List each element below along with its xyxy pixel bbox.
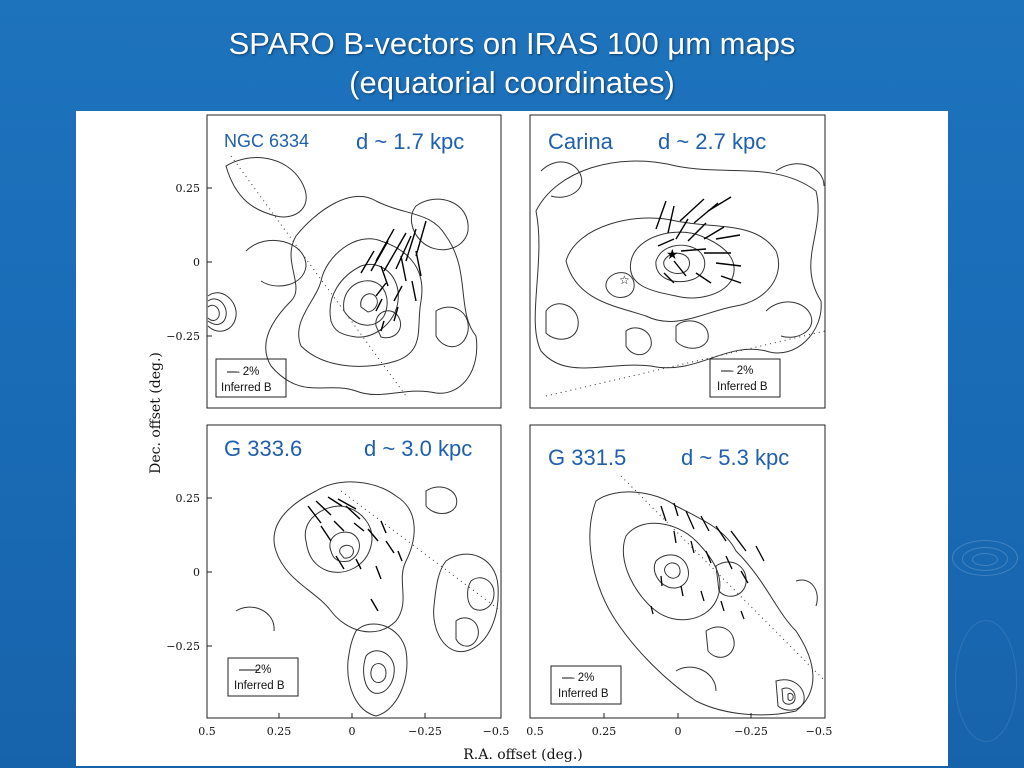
panel-name-g3315: G 331.5 bbox=[548, 445, 627, 470]
x-tick-label: 0.25 bbox=[266, 725, 292, 738]
slide-title-line2: (equatorial coordinates) bbox=[349, 65, 675, 100]
panel-carina-plot bbox=[530, 115, 825, 408]
legend-scale: — 2% bbox=[228, 366, 260, 378]
x-tick-label: 0 bbox=[348, 725, 356, 738]
x-tick-label: −0.5 bbox=[805, 725, 833, 738]
panel-ngc6334-plot bbox=[207, 115, 501, 408]
x-tick-label: 0.5 bbox=[526, 725, 544, 738]
slide-title bbox=[0, 24, 1024, 102]
legend-label: Inferred B bbox=[234, 680, 285, 692]
x-tick-label: 0.25 bbox=[591, 725, 617, 738]
y-tick-labels bbox=[166, 182, 200, 653]
y-axis-label: Dec. offset (deg.) bbox=[148, 352, 164, 474]
legend-scale: — 2% bbox=[722, 365, 754, 377]
x-tick-label: −0.25 bbox=[734, 725, 768, 738]
x-axis-label: R.A. offset (deg.) bbox=[463, 747, 583, 763]
panel-distance-carina: d ~ 2.7 kpc bbox=[658, 129, 767, 154]
panel-distance-g3315: d ~ 5.3 kpc bbox=[681, 445, 790, 470]
y-tick-label: 0.25 bbox=[175, 182, 200, 195]
figure-area bbox=[76, 111, 948, 766]
ripple-decoration bbox=[972, 553, 998, 566]
x-tick-label: 0.5 bbox=[198, 725, 216, 738]
panel-distance-g3336: d ~ 3.0 kpc bbox=[364, 436, 473, 461]
x-tick-label: −0.5 bbox=[482, 725, 510, 738]
svg-text:☆: ☆ bbox=[619, 273, 630, 287]
legend-scale: — 2% bbox=[563, 672, 595, 684]
slide-title-line1: SPARO B-vectors on IRAS 100 μm maps bbox=[228, 26, 796, 61]
legend-label: Inferred B bbox=[558, 688, 609, 700]
x-tick-label: −0.25 bbox=[408, 725, 442, 738]
legend-label: Inferred B bbox=[221, 382, 272, 394]
x-tick-label: 0 bbox=[674, 725, 682, 738]
ripple-decoration bbox=[955, 620, 1017, 742]
y-tick-label: −0.25 bbox=[166, 640, 200, 653]
panel-name-carina: Carina bbox=[548, 129, 613, 154]
panel-name-ngc6334: NGC 6334 bbox=[224, 131, 310, 151]
svg-text:★: ★ bbox=[666, 247, 679, 263]
y-tick-label: 0 bbox=[193, 256, 200, 269]
y-tick-label: 0 bbox=[193, 566, 200, 579]
y-tick-label: −0.25 bbox=[166, 330, 200, 343]
legend-scale: — 2% bbox=[240, 664, 272, 676]
panel-name-g3336: G 333.6 bbox=[224, 436, 303, 461]
legend-label: Inferred B bbox=[717, 381, 768, 393]
y-tick-label: 0.25 bbox=[175, 492, 200, 505]
panel-distance-ngc6334: d ~ 1.7 kpc bbox=[356, 129, 465, 154]
x-tick-labels bbox=[198, 725, 832, 738]
figure-svg bbox=[76, 111, 948, 766]
